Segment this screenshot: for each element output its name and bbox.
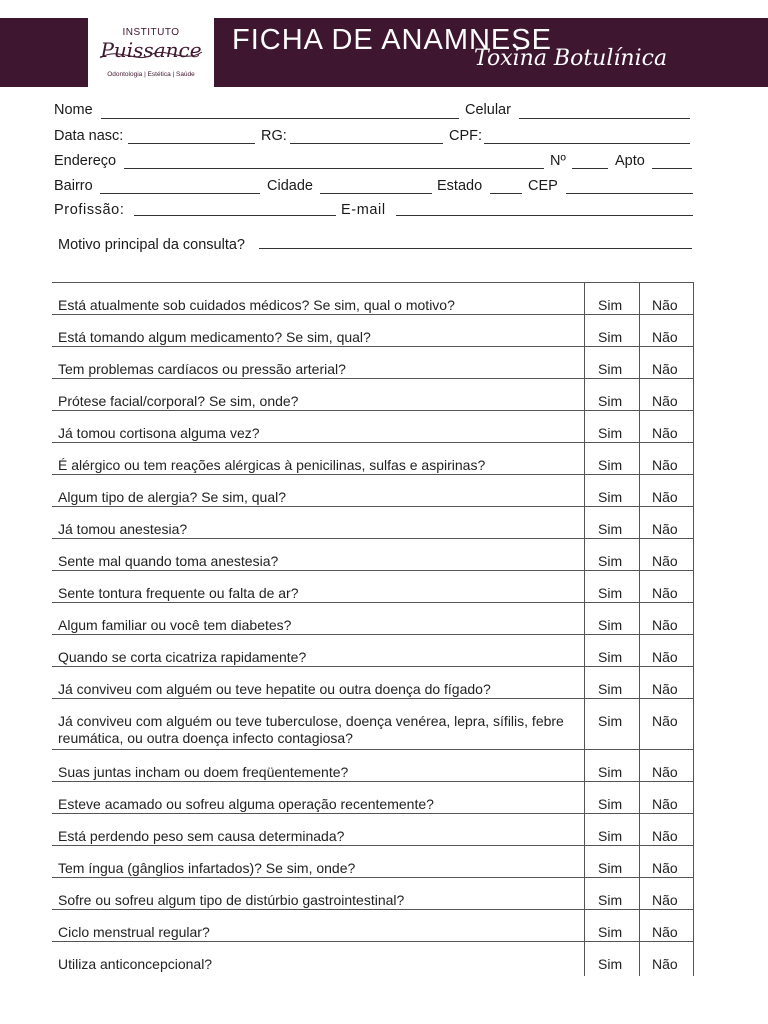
answer-nao[interactable]: Não — [652, 713, 678, 729]
answer-sim[interactable]: Sim — [598, 860, 623, 876]
answer-nao[interactable]: Não — [652, 553, 678, 569]
answer-nao[interactable]: Não — [652, 681, 678, 697]
cep-field[interactable] — [566, 193, 693, 194]
table-row — [52, 698, 694, 750]
answer-sim[interactable]: Sim — [598, 553, 623, 569]
answer-nao[interactable]: Não — [652, 860, 678, 876]
answer-nao[interactable]: Não — [652, 617, 678, 633]
table-row — [52, 909, 694, 942]
question-text: Já conviveu com alguém ou teve hepatite ou outra doença do fígado? — [58, 681, 491, 697]
cpf-field[interactable] — [484, 143, 690, 144]
table-row — [52, 506, 694, 539]
answer-sim[interactable]: Sim — [598, 681, 623, 697]
celular-label: Celular — [465, 102, 511, 118]
column-divider — [639, 282, 640, 976]
answer-nao[interactable]: Não — [652, 956, 678, 972]
answer-nao[interactable]: Não — [652, 521, 678, 537]
question-text: Ciclo menstrual regular? — [58, 924, 210, 940]
logo-subtitle: Odontologia | Estética | Saúde — [107, 71, 195, 78]
table-row — [52, 666, 694, 699]
answer-sim[interactable]: Sim — [598, 521, 623, 537]
table-row — [52, 634, 694, 667]
answer-sim[interactable]: Sim — [598, 924, 623, 940]
question-text: Utiliza anticoncepcional? — [58, 956, 213, 972]
answer-nao[interactable]: Não — [652, 892, 678, 908]
table-row — [52, 282, 694, 315]
table-row — [52, 941, 694, 974]
endereco-label: Endereço — [54, 153, 117, 169]
question-text: Suas juntas incham ou doem freqüentemente? — [58, 764, 349, 780]
answer-nao[interactable]: Não — [652, 764, 678, 780]
question-text: Quando se corta cicatriza rapidamente? — [58, 649, 307, 665]
answer-nao[interactable]: Não — [652, 329, 678, 345]
motivo-label: Motivo principal da consulta? — [58, 237, 245, 253]
answer-sim[interactable]: Sim — [598, 796, 623, 812]
question-text: Sofre ou sofreu algum tipo de distúrbio gastrointestinal? — [58, 892, 405, 908]
answer-sim[interactable]: Sim — [598, 956, 623, 972]
logo — [88, 18, 214, 87]
answer-sim[interactable]: Sim — [598, 425, 623, 441]
question-text: É alérgico ou tem reações alérgicas à penicilinas, sulfas e aspirinas? — [58, 457, 486, 473]
nome-label: Nome — [54, 102, 93, 118]
answer-sim[interactable]: Sim — [598, 828, 623, 844]
table-row — [52, 845, 694, 878]
rg-field[interactable] — [290, 143, 443, 144]
answer-sim[interactable]: Sim — [598, 489, 623, 505]
profissao-label: Profissão: — [54, 202, 125, 218]
numero-field[interactable] — [572, 168, 608, 169]
table-row — [52, 781, 694, 814]
question-text: Sente mal quando toma anestesia? — [58, 553, 279, 569]
table-row — [52, 346, 694, 379]
answer-sim[interactable]: Sim — [598, 393, 623, 409]
nome-field[interactable] — [101, 118, 459, 119]
question-text: Já tomou cortisona alguma vez? — [58, 425, 260, 441]
answer-sim[interactable]: Sim — [598, 892, 623, 908]
answer-nao[interactable]: Não — [652, 489, 678, 505]
bairro-field[interactable] — [100, 193, 260, 194]
answer-sim[interactable]: Sim — [598, 329, 623, 345]
answer-nao[interactable]: Não — [652, 297, 678, 313]
question-text: Algum familiar ou você tem diabetes? — [58, 617, 292, 633]
answer-sim[interactable]: Sim — [598, 361, 623, 377]
page-subtitle: Toxina Botulínica — [474, 46, 668, 71]
profissao-field[interactable] — [134, 215, 336, 216]
table-row — [52, 877, 694, 910]
numero-label: Nº — [550, 153, 566, 169]
table-row — [52, 474, 694, 507]
answer-nao[interactable]: Não — [652, 457, 678, 473]
table-row — [52, 538, 694, 571]
column-divider — [584, 282, 585, 976]
table-row — [52, 314, 694, 347]
cep-label: CEP — [528, 178, 558, 194]
question-text: Está perdendo peso sem causa determinada? — [58, 828, 345, 844]
answer-nao[interactable]: Não — [652, 585, 678, 601]
table-row — [52, 749, 694, 782]
page-title: FICHA DE ANAMNESE — [232, 24, 552, 56]
answer-sim[interactable]: Sim — [598, 585, 623, 601]
cidade-field[interactable] — [320, 193, 432, 194]
answer-sim[interactable]: Sim — [598, 764, 623, 780]
question-text: Tem íngua (gânglios infartados)? Se sim, onde? — [58, 860, 356, 876]
motivo-field[interactable] — [259, 248, 692, 249]
email-field[interactable] — [396, 215, 693, 216]
data-nasc-field[interactable] — [128, 143, 255, 144]
answer-nao[interactable]: Não — [652, 361, 678, 377]
question-text: Prótese facial/corporal? Se sim, onde? — [58, 393, 299, 409]
answer-sim[interactable]: Sim — [598, 649, 623, 665]
apto-field[interactable] — [652, 168, 692, 169]
table-row — [52, 442, 694, 475]
data-nasc-label: Data nasc: — [54, 128, 124, 144]
answer-sim[interactable]: Sim — [598, 457, 623, 473]
question-text: Já tomou anestesia? — [58, 521, 188, 537]
estado-label: Estado — [437, 178, 483, 194]
answer-sim[interactable]: Sim — [598, 297, 623, 313]
table-row — [52, 378, 694, 411]
logo-top-text: INSTITUTO — [122, 27, 180, 38]
apto-label: Apto — [615, 153, 645, 169]
table-row — [52, 602, 694, 635]
answer-sim[interactable]: Sim — [598, 617, 623, 633]
answer-nao[interactable]: Não — [652, 393, 678, 409]
question-text: Está tomando algum medicamento? Se sim, qual? — [58, 329, 371, 345]
answer-nao[interactable]: Não — [652, 924, 678, 940]
email-label: E-mail — [341, 202, 386, 218]
answer-nao[interactable]: Não — [652, 828, 678, 844]
question-text: Algum tipo de alergia? Se sim, qual? — [58, 489, 287, 505]
table-row — [52, 813, 694, 846]
answer-sim[interactable]: Sim — [598, 713, 623, 729]
celular-field[interactable] — [519, 118, 690, 119]
column-divider — [693, 282, 694, 976]
question-text: Sente tontura frequente ou falta de ar? — [58, 585, 299, 601]
table-row — [52, 570, 694, 603]
cpf-label: CPF: — [449, 128, 483, 144]
question-text: Já conviveu com alguém ou teve tuberculose, doença venérea, lepra, sífilis, febre reumática, ou outra doença infecto contagiosa? — [58, 713, 564, 746]
cidade-label: Cidade — [267, 178, 313, 194]
question-text: Tem problemas cardíacos ou pressão arterial? — [58, 361, 346, 377]
answer-nao[interactable]: Não — [652, 649, 678, 665]
rg-label: RG: — [261, 128, 287, 144]
answer-nao[interactable]: Não — [652, 425, 678, 441]
endereco-field[interactable] — [124, 168, 544, 169]
estado-field[interactable] — [490, 193, 522, 194]
question-text: Está atualmente sob cuidados médicos? Se sim, qual o motivo? — [58, 297, 455, 313]
answer-nao[interactable]: Não — [652, 796, 678, 812]
bairro-label: Bairro — [54, 178, 93, 194]
question-text: Esteve acamado ou sofreu alguma operação recentemente? — [58, 796, 434, 812]
logo-name: Puissance — [100, 38, 202, 62]
table-row — [52, 410, 694, 443]
